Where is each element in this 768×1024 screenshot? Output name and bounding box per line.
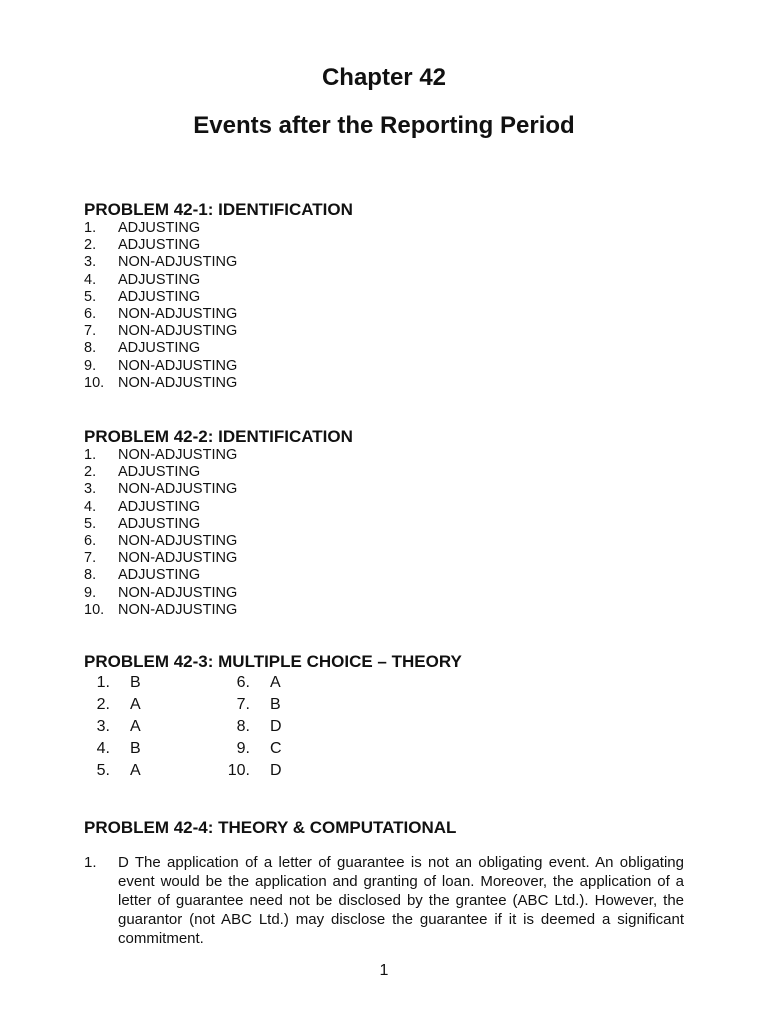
item-number: 5. <box>96 762 110 779</box>
list-item <box>84 306 237 323</box>
list-item <box>84 358 237 375</box>
item-answer: ADJUSTING <box>118 567 201 584</box>
list-item <box>84 550 237 567</box>
item-number: 7. <box>236 696 250 713</box>
item-number: 2. <box>84 237 97 254</box>
chapter-subtitle: Events after the Reporting Period <box>193 112 575 139</box>
item-number: 8. <box>84 340 97 357</box>
item-answer: A <box>130 696 141 713</box>
item-number: 9. <box>84 584 97 601</box>
item-number: 4. <box>84 271 97 288</box>
item-number: 7. <box>84 323 97 340</box>
item-answer: NON-ADJUSTING <box>118 254 238 271</box>
item-answer: NON-ADJUSTING <box>118 447 238 463</box>
item-answer: NON-ADJUSTING <box>118 323 238 340</box>
item-number: 1. <box>84 220 97 236</box>
page-number: 1 <box>379 962 389 979</box>
problem-1-heading: PROBLEM 42-1: IDENTIFICATION <box>84 200 353 219</box>
item-number: 3. <box>84 254 97 271</box>
item-number: 4. <box>84 498 97 515</box>
item-answer: B <box>270 696 281 713</box>
item-answer: ADJUSTING <box>118 340 201 357</box>
problem-1-answer-list <box>84 220 237 392</box>
item-number: 9. <box>84 357 97 374</box>
item-answer: NON-ADJUSTING <box>118 533 238 550</box>
problem-4-item-1 <box>84 853 684 948</box>
item-number: 10. <box>84 374 105 391</box>
problem-2-answer-list <box>84 447 237 619</box>
item-answer: NON-ADJUSTING <box>118 306 238 323</box>
item-answer: ADJUSTING <box>118 271 201 288</box>
item-answer: D <box>270 718 282 735</box>
item-number: 5. <box>84 288 97 305</box>
list-item <box>84 464 237 481</box>
item-explanation: D The application of a letter of guarantee is not an obligating event. An obligating event would be the application and granting of loan. Moreover, the application of a letter of guarantee need not be disclosed by the grantee (ABC Ltd.). However, the guarantor (not ABC Ltd.) may disclose the guarantee if it is deemed a significant commitment. <box>118 854 684 947</box>
list-item <box>84 289 237 306</box>
item-answer: NON-ADJUSTING <box>118 481 238 498</box>
problem-3-heading: PROBLEM 42-3: MULTIPLE CHOICE – THEORY <box>84 652 462 671</box>
item-number: 6. <box>84 533 97 550</box>
item-number: 3. <box>84 481 97 498</box>
list-item <box>84 323 237 340</box>
item-number: 10. <box>84 601 105 618</box>
item-number: 1. <box>84 447 97 463</box>
list-item <box>84 585 237 602</box>
list-item <box>84 481 237 498</box>
problem-2-heading: PROBLEM 42-2: IDENTIFICATION <box>84 427 353 446</box>
item-number: 8. <box>236 718 250 735</box>
problem-4-heading: PROBLEM 42-4: THEORY & COMPUTATIONAL <box>84 818 457 837</box>
list-item <box>84 567 237 584</box>
list-item <box>84 499 237 516</box>
chapter-title: Chapter 42 <box>321 64 447 91</box>
item-answer: ADJUSTING <box>118 498 201 515</box>
item-answer: NON-ADJUSTING <box>118 374 238 391</box>
item-number: 2. <box>84 464 97 481</box>
list-item <box>84 447 237 464</box>
list-item <box>84 254 237 271</box>
list-item <box>84 340 237 357</box>
item-number: 6. <box>84 306 97 323</box>
item-answer: NON-ADJUSTING <box>118 357 238 374</box>
item-number: 1. <box>84 854 97 871</box>
item-number: 4. <box>96 740 110 757</box>
item-number: 1. <box>96 674 110 691</box>
list-item <box>84 516 237 533</box>
item-number: 5. <box>84 515 97 532</box>
list-item <box>84 237 237 254</box>
item-number: 8. <box>84 567 97 584</box>
item-answer: ADJUSTING <box>118 237 201 254</box>
item-answer: A <box>130 718 141 735</box>
item-answer: A <box>130 762 141 779</box>
item-answer: B <box>130 674 141 691</box>
item-number: 7. <box>84 550 97 567</box>
item-answer: ADJUSTING <box>118 288 201 305</box>
list-item <box>84 602 237 619</box>
list-item <box>84 272 237 289</box>
list-item <box>84 220 237 237</box>
item-answer: C <box>270 740 282 757</box>
item-answer: NON-ADJUSTING <box>118 584 238 601</box>
item-answer: ADJUSTING <box>118 464 201 481</box>
item-number: 9. <box>236 740 250 757</box>
list-item <box>84 375 237 392</box>
item-answer: ADJUSTING <box>118 220 201 236</box>
item-answer: A <box>270 674 281 691</box>
item-number: 6. <box>236 674 250 691</box>
list-item <box>84 533 237 550</box>
item-answer: NON-ADJUSTING <box>118 601 238 618</box>
item-answer: ADJUSTING <box>118 515 201 532</box>
item-number: 2. <box>96 696 110 713</box>
item-answer: B <box>130 740 141 757</box>
item-number: 10. <box>227 762 250 779</box>
item-answer: NON-ADJUSTING <box>118 550 238 567</box>
item-number: 3. <box>96 718 110 735</box>
item-answer: D <box>270 762 282 779</box>
